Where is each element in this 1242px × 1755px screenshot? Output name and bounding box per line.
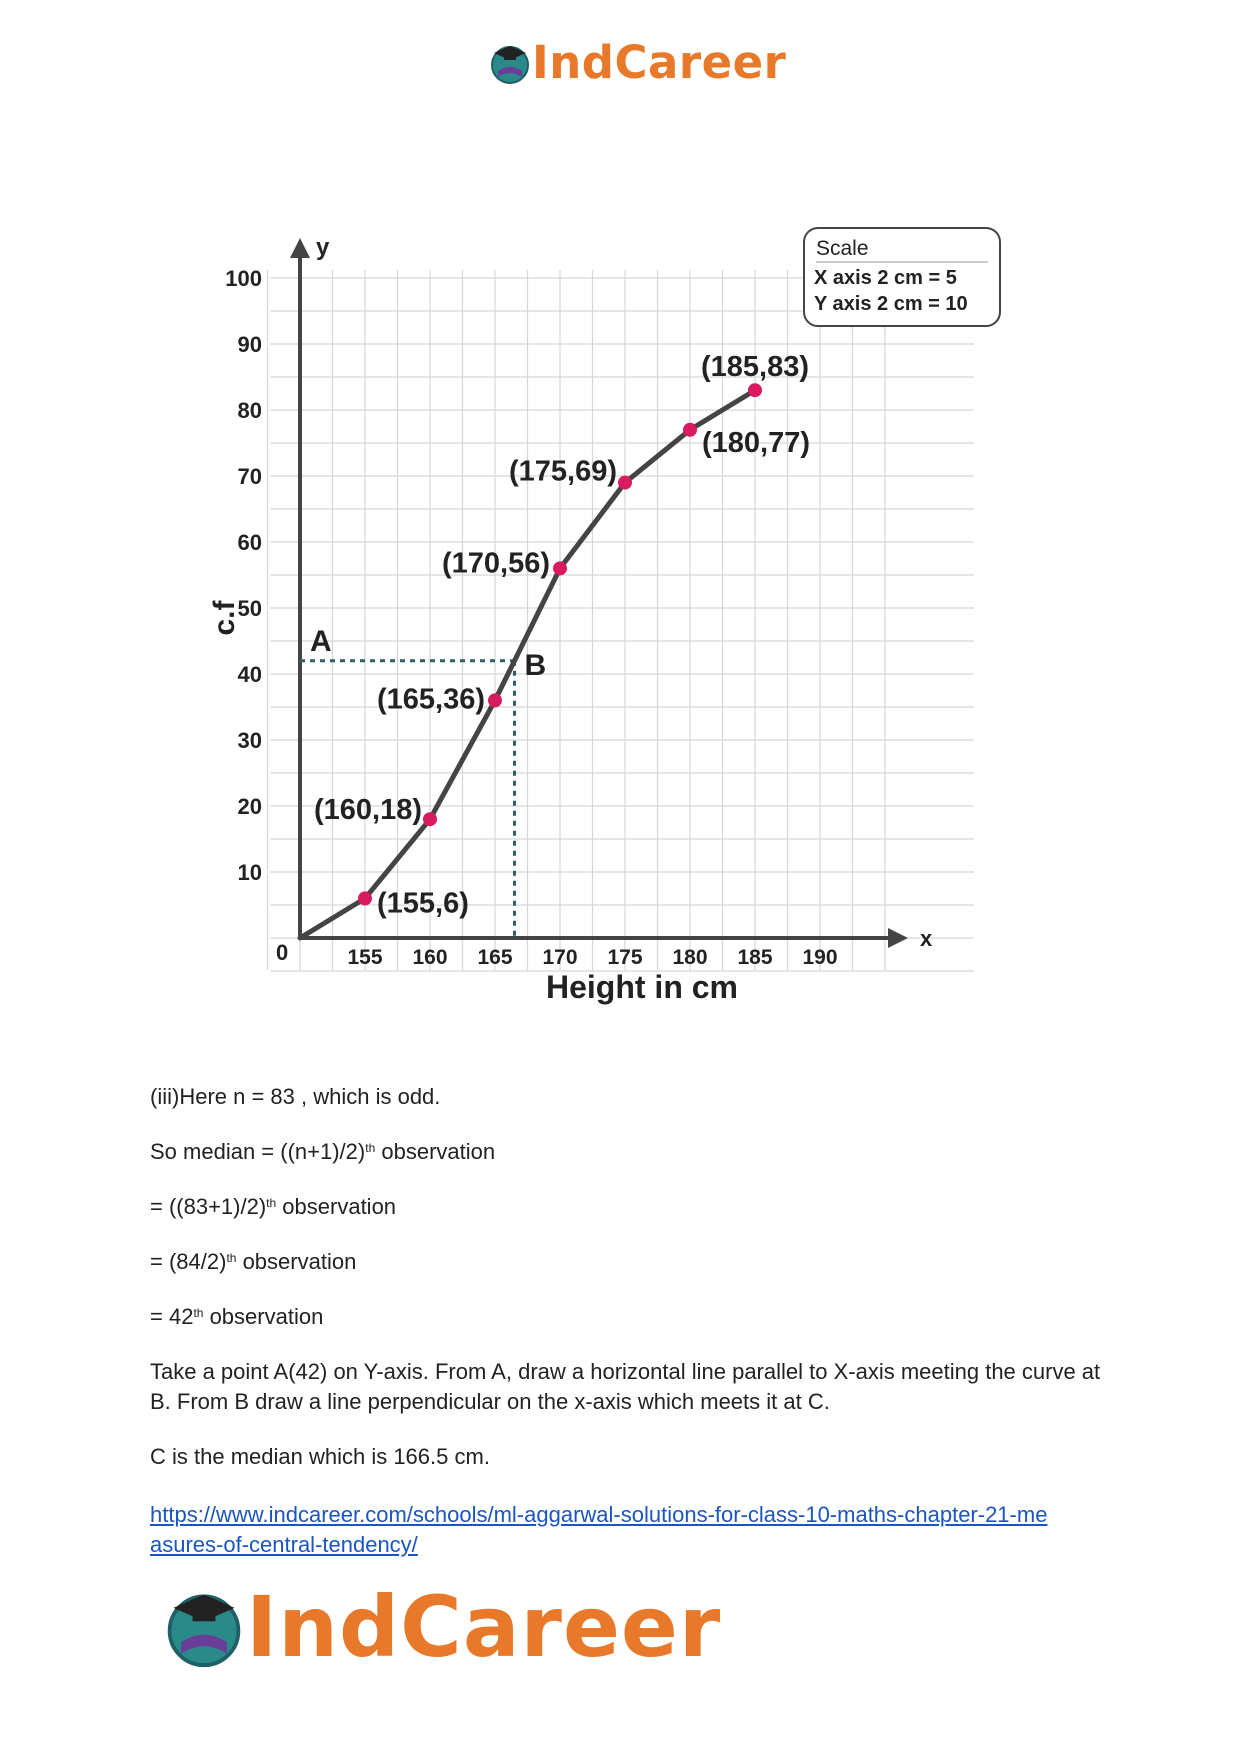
point-labels bbox=[314, 351, 810, 919]
data-point-label: (180,77) bbox=[702, 426, 811, 459]
data-point bbox=[423, 812, 437, 826]
scale-box-title: Scale bbox=[816, 237, 869, 260]
source-link-line-1[interactable]: https://www.indcareer.com/schools/ml-aggarwal-solutions-for-class-10-maths-chapter-21-me bbox=[150, 1502, 1048, 1527]
y-tick-label: 90 bbox=[237, 332, 262, 357]
solution-line-5-sup: th bbox=[193, 1306, 204, 1320]
x-tick-label: 165 bbox=[477, 946, 513, 969]
chart-grid bbox=[268, 270, 975, 971]
solution-line-3-text: = ((83+1)/2) bbox=[150, 1194, 267, 1219]
y-tick-label: 80 bbox=[237, 398, 262, 423]
data-point bbox=[683, 423, 697, 437]
solution-line-5-text: = 42 bbox=[150, 1304, 194, 1329]
y-tick-label: 40 bbox=[237, 662, 262, 687]
y-axis-arrow-icon bbox=[290, 238, 310, 258]
y-tick-labels bbox=[225, 266, 262, 885]
solution-line-4 bbox=[150, 1247, 1110, 1277]
brand-logo-bottom bbox=[162, 1578, 722, 1676]
y-tick-label: 30 bbox=[237, 728, 262, 753]
source-link[interactable] bbox=[150, 1500, 1110, 1560]
data-point-label: (185,83) bbox=[700, 351, 810, 384]
solution-line-2-tail: observation bbox=[375, 1139, 496, 1164]
y-tick-label: 20 bbox=[237, 794, 262, 819]
solution-paragraph-construction: Take a point A(42) on Y-axis. From A, draw a horizontal line parallel to X-axis meeting the curve at B. From B draw a line perpendicular on the x-axis which meets it at C. bbox=[150, 1359, 1101, 1414]
data-point-label: (165,36) bbox=[376, 683, 485, 716]
y-axis-title: c.f bbox=[208, 600, 241, 636]
x-tick-label: 155 bbox=[347, 946, 383, 969]
solution-line-2-sup: th bbox=[365, 1141, 376, 1155]
data-point-label: (155,6) bbox=[377, 887, 469, 920]
solution-line-5-tail: observation bbox=[203, 1304, 324, 1329]
y-tick-label: 50 bbox=[237, 596, 262, 621]
data-point-label: (170,56) bbox=[441, 547, 550, 580]
x-axis-arrow-icon bbox=[888, 928, 908, 948]
solution-line-4-text: = (84/2) bbox=[150, 1249, 227, 1274]
y-tick-label: 60 bbox=[237, 530, 262, 555]
x-tick-label: 180 bbox=[672, 946, 708, 969]
x-tick-label: 185 bbox=[737, 946, 773, 969]
solution-line-1: (iii)Here n = 83 , which is odd. bbox=[150, 1084, 441, 1109]
solution-line-5 bbox=[150, 1302, 1110, 1332]
x-tick-label: 160 bbox=[412, 946, 448, 969]
graduation-book-globe-icon bbox=[488, 41, 532, 85]
y-tick-label: 10 bbox=[237, 860, 262, 885]
y-tick-label: 70 bbox=[237, 464, 262, 489]
point-a-label: A bbox=[310, 624, 332, 658]
y-axis-letter: y bbox=[316, 234, 330, 261]
y-tick-label: 100 bbox=[225, 266, 262, 291]
scale-box bbox=[804, 228, 1000, 326]
data-point bbox=[488, 693, 502, 707]
origin-label: 0 bbox=[276, 940, 289, 965]
brand-name: IndCareer bbox=[532, 36, 787, 89]
data-point-label: (175,69) bbox=[508, 455, 617, 488]
data-point bbox=[618, 476, 632, 490]
data-point bbox=[358, 891, 372, 905]
data-point bbox=[748, 383, 762, 397]
source-link-line-2[interactable]: asures-of-central-tendency/ bbox=[150, 1532, 418, 1557]
solution-line-4-sup: th bbox=[226, 1251, 237, 1265]
scale-box-line-1: X axis 2 cm = 5 bbox=[814, 267, 957, 289]
x-tick-label: 170 bbox=[542, 946, 578, 969]
x-axis-title: Height in cm bbox=[545, 969, 739, 1005]
data-point bbox=[553, 561, 567, 575]
x-tick-label: 190 bbox=[802, 946, 838, 969]
solution-line-4-tail: observation bbox=[236, 1249, 357, 1274]
point-b-label: B bbox=[524, 648, 547, 682]
solution-line-2 bbox=[150, 1137, 1110, 1167]
data-point-label: (160,18) bbox=[313, 794, 422, 827]
x-tick-label: 175 bbox=[607, 946, 643, 969]
x-axis-letter: x bbox=[920, 926, 933, 951]
graduation-book-globe-icon bbox=[162, 1585, 246, 1669]
solution-conclusion: C is the median which is 166.5 cm. bbox=[150, 1444, 490, 1469]
solution-line-2-text: So median = ((n+1)/2) bbox=[150, 1139, 366, 1164]
brand-logo-top bbox=[488, 36, 787, 89]
scale-box-line-2: Y axis 2 cm = 10 bbox=[814, 293, 968, 315]
solution-line-3 bbox=[150, 1192, 1110, 1222]
solution-line-3-sup: th bbox=[266, 1196, 277, 1210]
brand-name: IndCareer bbox=[246, 1578, 722, 1676]
solution-line-3-tail: observation bbox=[276, 1194, 397, 1219]
ogive-chart bbox=[200, 220, 1020, 1030]
